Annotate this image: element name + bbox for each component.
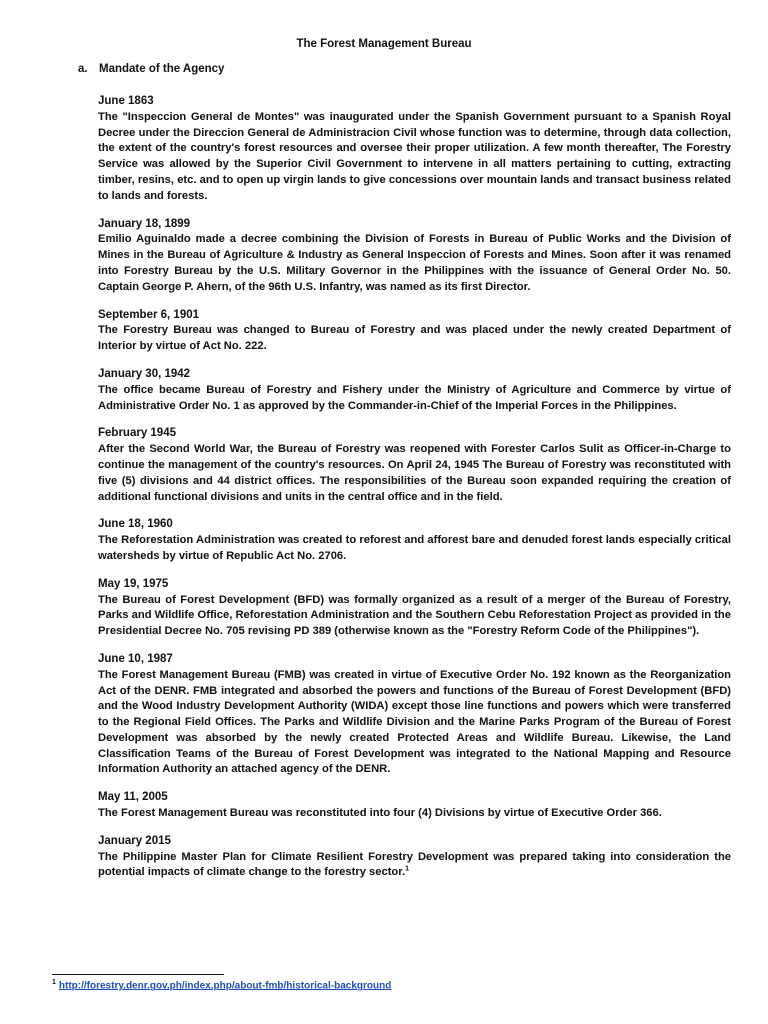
entry-text-body: The office became Bureau of Forestry and Fishery under the Ministry of Agriculture and Commerce by virtue of Administrative Order No. 1 as approved by the Commander-in-Chief of the Imperial Forces in the Philippines. [98,383,731,412]
entry-date: January 18, 1899 [98,217,191,230]
history-entries [98,94,731,893]
history-entry [98,308,731,355]
entry-date: May 11, 2005 [98,791,168,804]
history-entry [98,517,731,564]
entry-date: September 6, 1901 [98,308,200,321]
section-heading-text: Mandate of the Agency [99,63,225,75]
entry-text-body: The Forest Management Bureau was reconstituted into four (4) Divisions by virtue of Executive Order 366. [98,807,662,820]
history-entry [98,217,731,296]
entry-text [98,323,731,355]
entry-text-body: The Forest Management Bureau (FMB) was created in virtue of Executive Order No. 192 known as the Reorganization Act of the DENR. FMB integrated and absorbed the powers and functions of the Bureau of Forest Development (BFD) and the Wood Industry Development Authority (WIDA) except those line functions and powers which were transferred to the Regional Field Offices. The Parks and Wildlife Division and the Marine Parks Program of the Bureau of Forest Development was absorbed by the newly created Protected Areas and Wildlife Bureau. Likewise, the Land Classification Teams of the Bureau of Forest Development was integrated to the National Mapping and Resource Information Authority an attached agency of the DENR. [98,668,731,776]
entry-text-body: The "Inspeccion General de Montes" was inaugurated under the Spanish Government pursuant to a Spanish Royal Decree under the Direccion General de Administracion Civil whose function was to determine, through data collection, the extent of the country's forest resources and oversee their proper utilization. A few month thereafter, The Forestry Service was allowed by the Superior Civil Government to intervene in all matters pertaining to cutting, extracting timber, resins, etc. and to open up virgin lands to give concessions over mountain lands and transact business related to lands and forests. [98,110,731,202]
entry-date: June 1863 [98,95,154,107]
entry-text [98,668,731,779]
footnote-reference[interactable]: 1 [405,865,410,873]
footnote-link[interactable]: http://forestry.denr.gov.ph/index.php/about-fmb/historical-background [58,980,392,992]
history-entry [98,577,731,640]
entry-text-body: The Reforestation Administration was created to reforest and afforest bare and denuded forest lands especially critical watersheds by virtue of Republic Act No. 2706. [98,534,731,562]
entry-text [98,110,731,205]
footnote [52,979,391,991]
entry-text [98,850,731,882]
entry-text-body: The Bureau of Forest Development (BFD) was formally organized as a result of a merger of the Bureau of Forestry, Parks and Wildlife Office, Reforestation Administration and the Southern Cebu Reforestation Project as provided in the Presidential Decree No. 705 revising PD 389 (otherwise known as the "Forestry Reform Code of the Philippines"). [98,593,731,638]
entry-text-body: The Philippine Master Plan for Climate Resilient Forestry Development was prepared taking into consideration the potential impacts of climate change to the forestry sector. [98,850,731,879]
history-entry [98,426,731,505]
history-entry [98,94,731,205]
entry-text [98,232,731,295]
entry-date: January 30, 1942 [98,367,191,380]
history-entry [98,790,731,822]
entry-text [98,383,731,415]
entry-date: June 18, 1960 [98,518,173,531]
history-entry [98,834,731,881]
footnote-number: 1 [52,979,56,986]
history-entry [98,367,731,414]
history-entry [98,652,731,778]
entry-date: February 1945 [98,427,176,440]
entry-date: May 19, 1975 [98,577,169,590]
section-heading [78,63,224,75]
entry-text-body: After the Second World War, the Bureau of Forestry was reopened with Forester Carlos Sulit as Officer-in-Charge to continue the management of the country's resources. On April 24, 1945 The Bureau of Forestry was reconstituted with five (5) divisions and 44 district offices. The responsibilities of the Bureau soon expanded requiring the creation of additional functional divisions and units in the central office and in the field. [98,443,731,503]
entry-text-body: Emilio Aguinaldo made a decree combining the Division of Forests in Bureau of Public Works and the Division of Mines in the Bureau of Agriculture & Industry as General Inspeccion of Forests and Mines. Soon after it was renamed into Forestry Bureau by the U.S. Military Governor in the Philippines with the issuance of General Order No. 50. Captain George P. Ahern, of the 96th U.S. Infantry, was named as its first Director. [98,233,731,293]
document-title: The Forest Management Bureau [296,38,472,50]
entry-text [98,442,731,505]
entry-text [98,533,731,565]
entry-text [98,806,731,822]
section-marker: a. [78,63,88,75]
footnote-divider [52,974,224,975]
entry-date: January 2015 [98,834,171,847]
entry-text [98,593,731,640]
entry-text-body: The Forestry Bureau was changed to Bureau of Forestry and was placed under the newly created Department of Interior by virtue of Act No. 222. [98,324,731,353]
entry-date: June 10, 1987 [98,652,173,665]
